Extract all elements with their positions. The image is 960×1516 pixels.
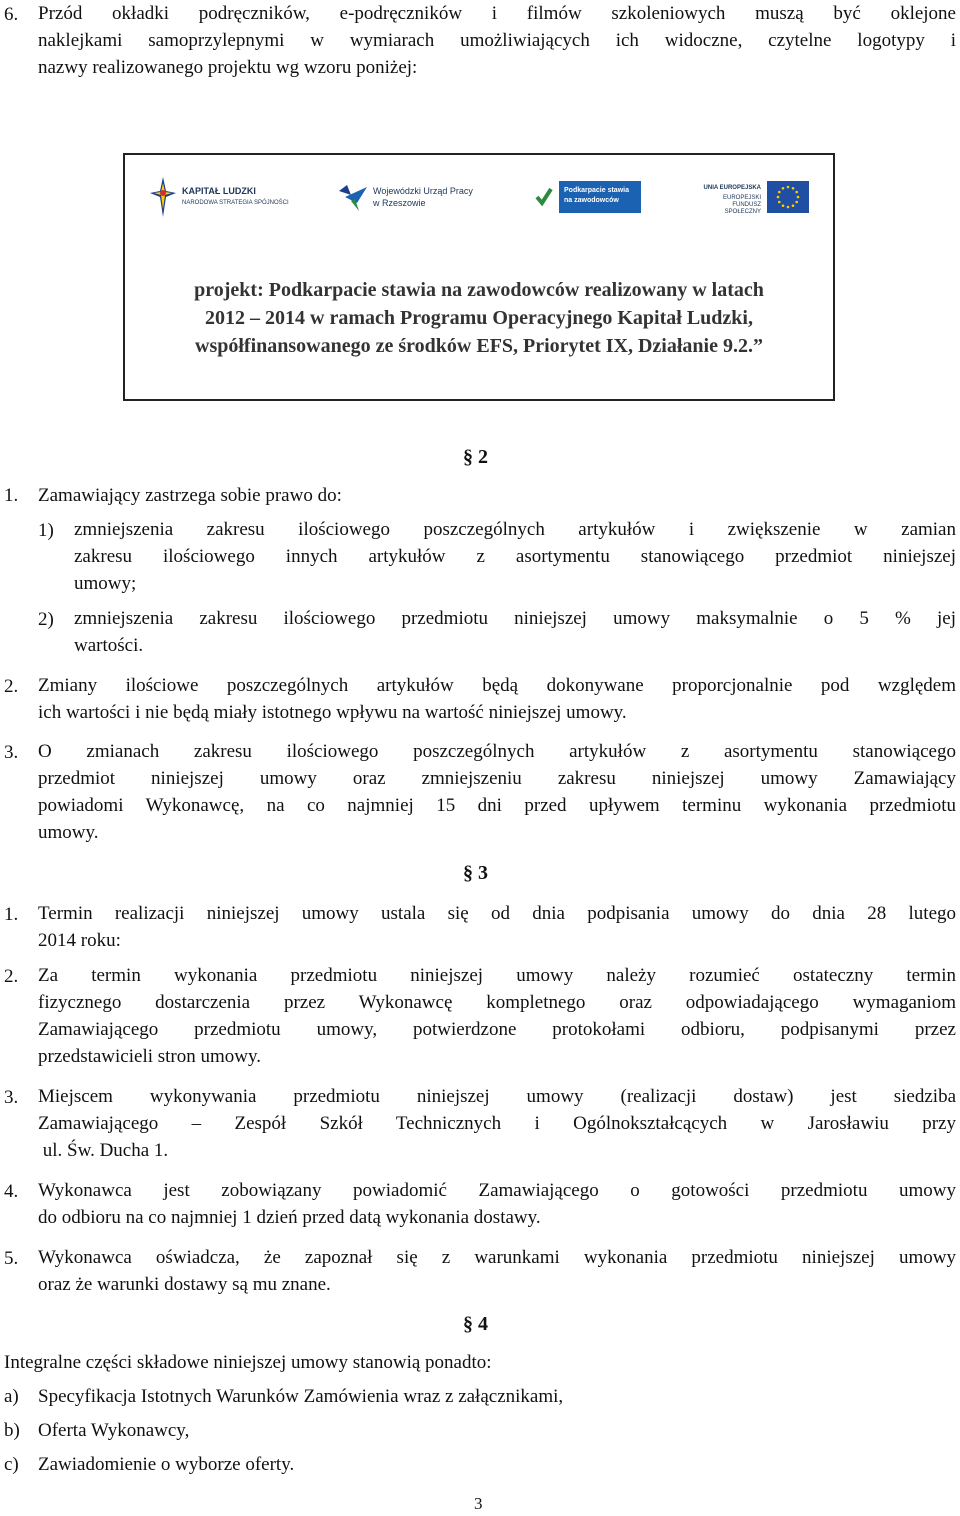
text-line: oraz że warunki dostawy są mu znane. bbox=[38, 1274, 331, 1295]
s2-sub2-text bbox=[74, 605, 956, 659]
text-line: Zamawiającego przedmiotu umowy, potwierdzone protokołami odbioru, podpisanymi przez bbox=[38, 1019, 956, 1040]
podkarpacie-line1: Podkarpacie stawia bbox=[564, 187, 629, 194]
wup-line1: Wojewódzki Urząd Pracy bbox=[373, 186, 473, 196]
s2-sub1-text bbox=[74, 516, 956, 597]
s3-p2-text bbox=[38, 962, 956, 1070]
text-line: naklejkami samoprzylepnymi w wymiarach umożliwiających ich widoczne, czytelne logotypy i bbox=[38, 30, 956, 51]
text-line: O zmianach zakresu ilościowego poszczególnych artykułów z asortymentu stanowiącego bbox=[38, 741, 956, 762]
s3-p1-text bbox=[38, 900, 956, 954]
s2-p1-text: Zamawiający zastrzega sobie prawo do: bbox=[38, 485, 342, 506]
text-line: fizycznego dostarczenia przez Wykonawcę kompletnego oraz odpowiadającego wymaganiom bbox=[38, 992, 956, 1013]
item-6-text bbox=[38, 0, 956, 81]
section-heading-3: § 3 bbox=[463, 862, 488, 884]
kapital-ludzki-star-icon bbox=[150, 175, 176, 219]
wup-line2: w Rzeszowie bbox=[373, 198, 426, 208]
s3-p5-number: 5. bbox=[4, 1248, 19, 1269]
text-line: zakresu ilościowego innych artykułów z asortymentu stanowiącego przedmiot niniejszej bbox=[74, 546, 956, 567]
s4-item-letter: c) bbox=[4, 1454, 19, 1475]
text-line: Wykonawca oświadcza, że zapoznał się z warunkami wykonania przedmiotu niniejszej umowy bbox=[38, 1247, 956, 1268]
podkarpacie-badge bbox=[559, 181, 641, 213]
eu-line1: UNIA EUROPEJSKA bbox=[703, 185, 761, 191]
text-line: przedmiot niniejszej umowy oraz zmniejszeniu zakresu niniejszej umowy Zamawiający bbox=[38, 768, 956, 789]
text-line: wartości. bbox=[74, 635, 144, 656]
text-line: umowy. bbox=[38, 822, 99, 843]
kapital-ludzki-title: KAPITAŁ LUDZKI bbox=[182, 186, 256, 196]
item-6-number: 6. bbox=[4, 4, 19, 25]
text-line: ul. Św. Ducha 1. bbox=[38, 1140, 169, 1161]
text-line: do odbioru na co najmniej 1 dzień przed datą wykonania dostawy. bbox=[38, 1207, 541, 1228]
s3-p3-number: 3. bbox=[4, 1087, 19, 1108]
podkarpacie-logo bbox=[535, 181, 645, 215]
text-line: Termin realizacji niniejszej umowy ustala się od dnia podpisania umowy do dnia 28 lutego bbox=[38, 903, 956, 924]
text-line: ich wartości i nie będą miały istotnego wpływu na wartość niniejszej umowy. bbox=[38, 702, 627, 723]
text-line: Zamawiającego – Zespół Szkół Technicznych i Ogólnokształcących w Jarosławiu przy bbox=[38, 1113, 956, 1134]
text-line: przedstawicieli stron umowy. bbox=[38, 1046, 262, 1067]
text-line: Zmiany ilościowe poszczególnych artykułów będą dokonywane proporcjonalnie pod względem bbox=[38, 675, 956, 696]
s4-intro: Integralne części składowe niniejszej umowy stanowią ponadto: bbox=[4, 1352, 492, 1373]
text-line: Przód okładki podręczników, e-podręczników i filmów szkoleniowych muszą być oklejone bbox=[38, 3, 956, 24]
s3-p5-text bbox=[38, 1244, 956, 1298]
eu-line3: FUNDUSZ SPOŁECZNY bbox=[724, 202, 761, 215]
text-line: Wykonawca jest zobowiązany powiadomić Zamawiającego o gotowości przedmiotu umowy bbox=[38, 1180, 956, 1201]
s3-p3-text bbox=[38, 1083, 956, 1164]
s4-item-letter: a) bbox=[4, 1386, 19, 1407]
section-heading-2: § 2 bbox=[463, 446, 488, 468]
sticker-template bbox=[123, 153, 835, 401]
s2-p2-number: 2. bbox=[4, 676, 19, 697]
sticker-line-2: 2012 – 2014 w ramach Programu Operacyjnego Kapitał Ludzki, bbox=[205, 307, 753, 329]
s3-p1-number: 1. bbox=[4, 904, 19, 925]
sticker-line-3: współfinansowanego ze środków EFS, Priorytet IX, Działanie 9.2.” bbox=[195, 335, 763, 357]
s2-sub1-number: 1) bbox=[38, 520, 54, 541]
text-line: powiadomi Wykonawcę, na co najmniej 15 dni przed upływem terminu wykonania przedmiotu bbox=[38, 795, 956, 816]
s3-p2-number: 2. bbox=[4, 966, 19, 987]
s4-item-letter: b) bbox=[4, 1420, 20, 1441]
text-line: zmniejszenia zakresu ilościowego poszczególnych artykułów i zwiększenie w zamian bbox=[74, 519, 956, 540]
s2-sub2-number: 2) bbox=[38, 609, 54, 630]
text-line: umowy; bbox=[74, 573, 137, 594]
kapital-ludzki-subtitle: NARODOWA STRATEGIA SPÓJNOŚCI bbox=[182, 200, 289, 206]
wup-bird-icon bbox=[337, 181, 369, 213]
page-number: 3 bbox=[474, 1494, 483, 1513]
section-heading-4: § 4 bbox=[463, 1313, 488, 1335]
wup-logo bbox=[337, 179, 487, 215]
s4-item-text: Oferta Wykonawcy, bbox=[38, 1420, 190, 1441]
podkarpacie-line2: na zawodowców bbox=[564, 197, 619, 204]
s2-p2-text bbox=[38, 672, 956, 726]
s2-p3-number: 3. bbox=[4, 742, 19, 763]
eu-line2: EUROPEJSKI bbox=[722, 195, 761, 201]
text-line: Za termin wykonania przedmiotu niniejszej umowy należy rozumieć ostateczny termin bbox=[38, 965, 956, 986]
text-line: 2014 roku: bbox=[38, 930, 121, 951]
s4-item-text: Zawiadomienie o wyborze oferty. bbox=[38, 1454, 295, 1475]
s2-p3-text bbox=[38, 738, 956, 846]
kapital-ludzki-logo bbox=[150, 173, 300, 221]
s3-p4-text bbox=[38, 1177, 956, 1231]
text-line: Miejscem wykonywania przedmiotu niniejszej umowy (realizacji dostaw) jest siedziba bbox=[38, 1086, 956, 1107]
sticker-line-1: projekt: Podkarpacie stawia na zawodowców realizowany w latach bbox=[194, 279, 764, 301]
text-line: nazwy realizowanego projektu wg wzoru poniżej: bbox=[38, 57, 418, 78]
eu-flag-icon bbox=[767, 181, 809, 213]
text-line: zmniejszenia zakresu ilościowego przedmiotu niniejszej umowy maksymalnie o 5 % jej bbox=[74, 608, 956, 629]
podkarpacie-check-icon bbox=[535, 187, 553, 207]
eu-logo bbox=[703, 181, 823, 217]
s3-p4-number: 4. bbox=[4, 1181, 19, 1202]
s4-item-text: Specyfikacja Istotnych Warunków Zamówienia wraz z załącznikami, bbox=[38, 1386, 564, 1407]
s2-p1-number: 1. bbox=[4, 485, 19, 506]
